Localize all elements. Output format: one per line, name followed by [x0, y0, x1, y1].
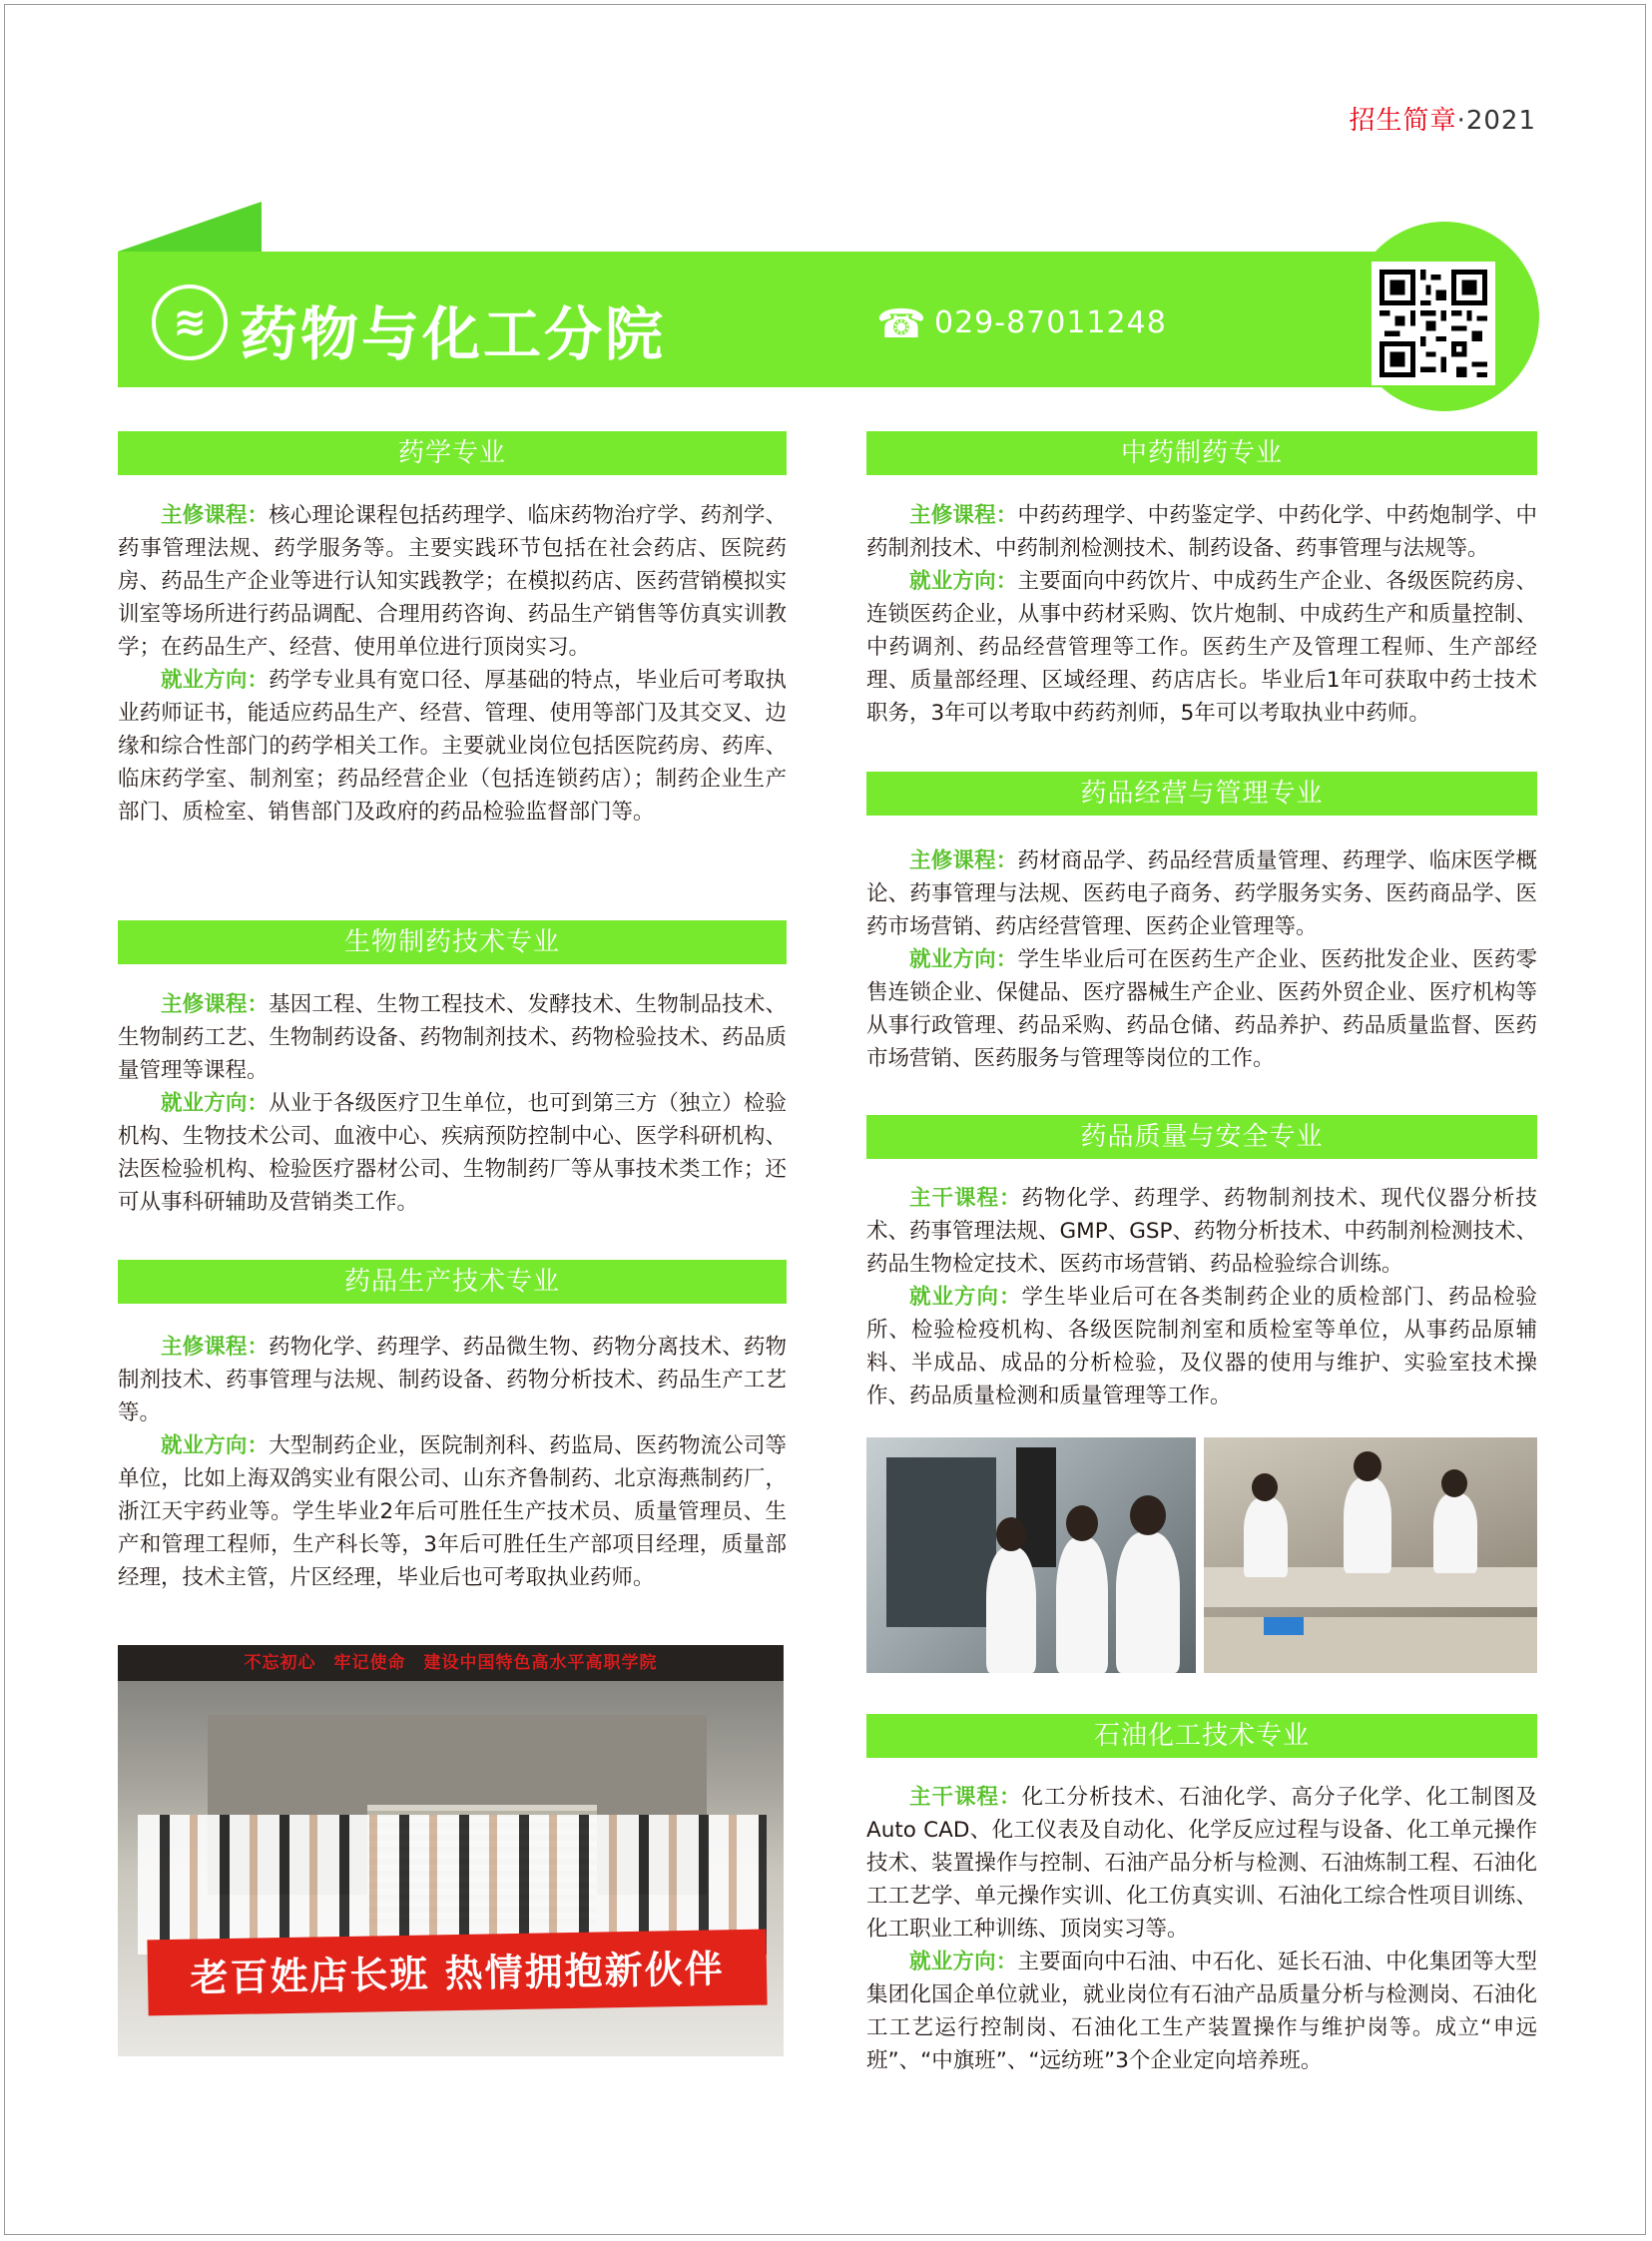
career-label: 就业方向：	[909, 569, 1018, 594]
student-figure	[1344, 1477, 1391, 1573]
courses-label: 主干课程：	[909, 1186, 1022, 1211]
career-paragraph	[866, 1281, 1537, 1412]
student-figure	[1244, 1497, 1288, 1577]
career-text: 主要面向中石油、中石化、延长石油、中化集团等大型集团化国企单位就业，就业岗位有石油产品质量分析与检测岗、石油化工工艺运行控制岗、石油化工生产装置操作与维护岗等。成立“申远班”、“中旗班”、“远纺班”3个企业定向培养班。	[866, 1950, 1537, 2073]
career-text: 学生毕业后可在各类制药企业的质检部门、药品检验所、检验检疫机构、各级医院制剂室和质检室等单位，从事药品原辅料、半成品、成品的分析检验，及仪器的使用与维护、实验室技术操作、药品质量检测和质量管理等工作。	[866, 1285, 1537, 1408]
phone-number: 029-87011248	[934, 305, 1167, 340]
group-photo	[118, 1645, 784, 2056]
section-title-drug-management: 药品经营与管理专业	[866, 772, 1537, 816]
lab-bench	[1204, 1617, 1537, 1673]
section-title-drug-quality: 药品质量与安全专业	[866, 1115, 1537, 1159]
courses-label: 主修课程：	[161, 503, 270, 528]
qr-code-icon[interactable]	[1372, 262, 1495, 385]
photo-banner-text: 老百姓店长班 热情拥抱新伙伴	[190, 1947, 726, 2000]
career-text: 药学专业具有宽口径、厚基础的特点，毕业后可考取执业药师证书，能适应药品生产、经营、管理、使用等部门及其交叉、边缘和综合性部门的药学相关工作。主要就业岗位包括医院药房、药库、临床药学室、制剂室；药品经营企业（包括连锁药店）；制药企业生产部门、质检室、销售部门及政府的药品检验监督部门等。	[118, 668, 787, 825]
teacher-figure	[1116, 1532, 1180, 1673]
student-head	[1354, 1451, 1381, 1481]
section-body-drug-production	[118, 1331, 787, 1594]
section-body-petrochem	[866, 1781, 1537, 2077]
career-paragraph	[866, 565, 1537, 730]
section-title-biopharma: 生物制药技术专业	[118, 920, 787, 964]
lab-equipment	[886, 1457, 996, 1627]
section-title-pharmacy: 药学专业	[118, 431, 787, 475]
section-body-tcm-pharma	[866, 499, 1537, 730]
college-logo-icon: ≋	[152, 284, 228, 360]
blue-tray	[1264, 1617, 1304, 1635]
courses-paragraph	[866, 1781, 1537, 1946]
career-text: 学生毕业后可在医药生产企业、医药批发企业、医药零售连锁企业、保健品、医疗器械生产企业、医药外贸企业、医疗机构等从事行政管理、药品采购、药品仓储、药品养护、药品质量监督、医药市场营销、医药服务与管理等岗位的工作。	[866, 947, 1537, 1071]
photo-slogan: 不忘初心 牢记使命 建设中国特色高水平高职学院	[244, 1653, 658, 1673]
career-label: 就业方向：	[161, 1433, 270, 1458]
courses-text: 基因工程、生物工程技术、发酵技术、生物制品技术、生物制药工艺、生物制药设备、药物制剂技术、药物检验技术、药品质量管理等课程。	[118, 992, 787, 1083]
courses-text: 中药药理学、中药鉴定学、中药化学、中药炮制学、中药制剂技术、中药制剂检测技术、制药设备、药事管理与法规等。	[866, 503, 1537, 561]
section-title-petrochem: 石油化工技术专业	[866, 1714, 1537, 1758]
student-figure	[986, 1547, 1036, 1673]
courses-label: 主干课程：	[909, 1785, 1022, 1810]
career-label: 就业方向：	[161, 668, 270, 693]
student-head	[996, 1517, 1026, 1551]
student-figure	[1056, 1537, 1108, 1673]
courses-text: 核心理论课程包括药理学、临床药物治疗学、药剂学、药事管理法规、药学服务等。主要实践环节包括在社会药店、医院药房、药品生产企业等进行认知实践教学；在模拟药店、医药营销模拟实训室等场所进行药品调配、合理用药咨询、药品生产销售等仿真实训教学；在药品生产、经营、使用单位进行顶岗实习。	[118, 503, 787, 660]
classroom-photo	[1204, 1437, 1537, 1673]
career-text: 从业于各级医疗卫生单位，也可到第三方（独立）检验机构、生物技术公司、血液中心、疾病预防控制中心、医学科研机构、法医检验机构、检验医疗器材公司、生物制药厂等从事技术类工作；还可从事科研辅助及营销类工作。	[118, 1091, 787, 1215]
courses-label: 主修课程：	[161, 1335, 270, 1360]
courses-label: 主修课程：	[161, 992, 270, 1017]
courses-text: 药物化学、药理学、药物制剂技术、现代仪器分析技术、药事管理法规、GMP、GSP、药物分析技术、中药制剂检测技术、药品生物检定技术、医药市场营销、药品检验综合训练。	[866, 1186, 1537, 1277]
courses-text: 化工分析技术、石油化学、高分子化学、化工制图及Auto CAD、化工仪表及自动化、化学反应过程与设备、化工单元操作技术、装置操作与控制、石油产品分析与检测、石油炼制工程、石油化工工艺学、单元操作实训、化工仿真实训、石油化工综合性项目训练、化工职业工种训练、顶岗实习等。	[866, 1785, 1537, 1942]
career-label: 就业方向：	[161, 1091, 270, 1116]
section-title-tcm-pharma: 中药制药专业	[866, 431, 1537, 475]
career-paragraph	[118, 1429, 787, 1594]
courses-paragraph	[866, 499, 1537, 565]
career-paragraph	[866, 943, 1537, 1075]
section-body-biopharma	[118, 988, 787, 1219]
brochure-header	[1350, 100, 1536, 137]
career-text: 大型制药企业，医院制剂科、药监局、医药物流公司等单位，比如上海双鸽实业有限公司、山东齐鲁制药、北京海燕制药厂，浙江天宇药业等。学生毕业2年后可胜任生产技术员、质量管理员、生产和管理工程师，生产科长等，3年后可胜任生产部项目经理，质量部经理，技术主管，片区经理，毕业后也可考取执业药师。	[118, 1433, 787, 1590]
courses-paragraph	[866, 1182, 1537, 1281]
career-paragraph	[118, 1087, 787, 1219]
teacher-head	[1130, 1495, 1166, 1535]
section-body-pharmacy	[118, 499, 787, 829]
student-head	[1441, 1469, 1467, 1497]
student-figure	[1433, 1493, 1477, 1573]
courses-text: 药物化学、药理学、药品微生物、药物分离技术、药物制剂技术、药事管理与法规、制药设备、药物分析技术、药品生产工艺等。	[118, 1335, 787, 1425]
courses-text: 药材商品学、药品经营质量管理、药理学、临床医学概论、药事管理与法规、医药电子商务、药学服务实务、医药商品学、医药市场营销、药店经营管理、医药企业管理等。	[866, 848, 1537, 939]
banner-corner-triangle	[118, 202, 262, 252]
career-label: 就业方向：	[909, 947, 1018, 972]
courses-label: 主修课程：	[909, 848, 1018, 873]
courses-paragraph	[118, 499, 787, 664]
section-title-drug-production: 药品生产技术专业	[118, 1260, 787, 1304]
phone-icon: ☎	[876, 301, 926, 347]
courses-paragraph	[866, 844, 1537, 943]
career-label: 就业方向：	[909, 1285, 1022, 1310]
career-text: 主要面向中药饮片、中成药生产企业、各级医院药房、连锁医药企业，从事中药材采购、饮片炮制、中成药生产和质量控制、中药调剂、药品经营管理等工作。医药生产及管理工程师、生产部经理、质量部经理、区域经理、药店店长。毕业后1年可获取中药士技术职务，3年可以考取中药药剂师，5年可以考取执业中药师。	[866, 569, 1537, 726]
lab-photo	[866, 1437, 1196, 1673]
brochure-label: 招生简章	[1349, 106, 1457, 136]
career-paragraph	[118, 664, 787, 829]
brochure-year: ·2021	[1456, 106, 1536, 136]
section-body-drug-management	[866, 844, 1537, 1075]
section-body-drug-quality	[866, 1182, 1537, 1412]
career-label: 就业方向：	[909, 1950, 1018, 1974]
courses-label: 主修课程：	[909, 503, 1018, 528]
student-head	[1066, 1505, 1098, 1541]
career-paragraph	[866, 1946, 1537, 2077]
courses-paragraph	[118, 988, 787, 1087]
courses-paragraph	[118, 1331, 787, 1429]
student-head	[1252, 1473, 1278, 1501]
college-name: 药物与化工分院	[240, 300, 667, 368]
